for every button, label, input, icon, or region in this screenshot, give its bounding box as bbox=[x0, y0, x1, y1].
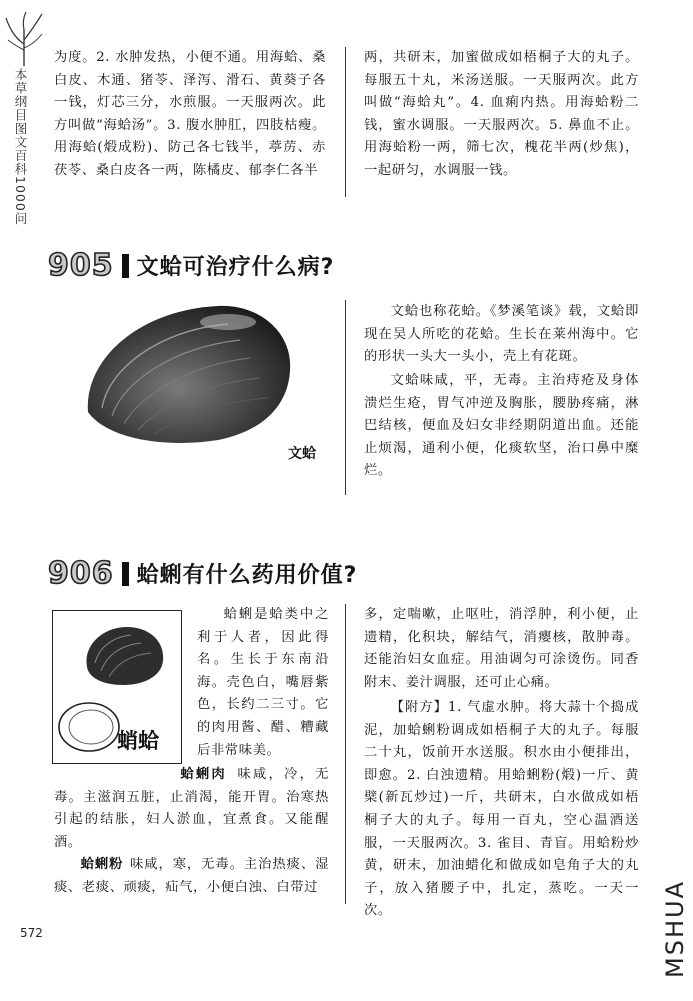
meat-label: 蛤蜊肉 bbox=[180, 767, 227, 782]
heading-bar bbox=[122, 562, 129, 586]
clam-image bbox=[78, 300, 298, 448]
top-left-paragraph: 为度。2. 水肿发热，小便不通。用海蛤、桑白皮、木通、猪苓、泽泻、滑石、黄葵子各一钱，灯芯三分，水煎服。一天服两次。此方叫做“海蛤汤”。3. 腹水肿肛，四肢枯瘦。用海蛤(煅成粉)、防己各七钱半，葶苈、赤茯苓、桑白皮各一两，陈橘皮、郁李仁各半 bbox=[54, 50, 326, 178]
page-number: 572 bbox=[20, 926, 43, 940]
plant-logo-icon bbox=[2, 10, 46, 66]
question-number: 905 bbox=[48, 248, 114, 283]
question-number: 906 bbox=[48, 556, 114, 591]
heading-bar bbox=[122, 254, 129, 278]
clam-figure-frame bbox=[52, 610, 182, 764]
q906-right-paragraph-1: 多，定喘嗽，止呕吐，消浮肿，利小便，止遗精，化积块，解结气，消瘿核，散肿毒。还能治妇女血症。用油调匀可涂烫伤。同香附末、姜汁调服，还可止心痛。 bbox=[364, 607, 639, 690]
q905-paragraph-2: 文蛤味咸，平，无毒。主治痔疮及身体溃烂生疮，胃气冲逆及胸胀，腰胁疼痛，淋巴结核，便血及妇女非经期阴道出血。还能止烦渴，通利小便，化痰软坚，治口鼻中糜烂。 bbox=[364, 373, 639, 479]
image-caption: 文蛤 bbox=[288, 446, 316, 462]
watermark: MSHUA bbox=[661, 880, 689, 978]
question-title: 蛤蜊有什么药用价值? bbox=[136, 563, 358, 588]
q906-formulas-paragraph: 【附方】1. 气虚水肿。将大蒜十个捣成泥，加蛤蜊粉调成如梧桐子大的丸子。每服二十丸，饭前开水送服。积水由小便排出，即愈。2. 白浊遗精。用蛤蜊粉(煅)一斤、黄檗(新瓦炒过)一斤，共研末，白水做成如梧桐子大的丸子。每用一百丸，空心温酒送服，一天服两次。3. 雀目、青盲。用蛤粉炒黄，研末，加油蜡化和做成如皂角子大的丸子，放入猪腰子中，扎定，蒸吃。一天一次。 bbox=[364, 700, 639, 919]
section-906-heading bbox=[48, 556, 357, 591]
powder-text: 味咸，寒，无毒。主治热痰、湿痰、老痰、顽痰，疝气，小便白浊、白带过 bbox=[54, 857, 329, 895]
image-caption: 蛸蛤 bbox=[117, 729, 159, 753]
q906-intro-paragraph: 蛤蜊是蛤类中之利于人者，因此得名。生长于东南沿海。壳色白，嘴唇紫色，长约二三寸。它的肉用酱、醋、糟藏后非常味美。 bbox=[197, 607, 329, 758]
meat-text: 味咸，冷，无毒。主滋润五脏，止消渴，能开胃。治寒热引起的结胀，妇人淤血，宜煮食。又能醒酒。 bbox=[54, 767, 329, 850]
column-divider-top bbox=[345, 47, 346, 197]
section-905-heading bbox=[48, 248, 334, 283]
column-divider-905 bbox=[345, 300, 346, 495]
book-title: 本草纲目图文百科1000问 bbox=[13, 68, 28, 226]
powder-label: 蛤蜊粉 bbox=[80, 857, 124, 872]
question-title: 文蛤可治疗什么病? bbox=[136, 255, 335, 280]
column-divider-906 bbox=[345, 604, 346, 904]
top-right-paragraph: 两，共研末，加蜜做成如梧桐子大的丸子。每服五十丸，米汤送服。一天服两次。此方叫做“海蛤丸”。4. 血痢内热。用海蛤粉二钱，蜜水调服。一天服两次。5. 鼻血不止。用海蛤粉一两，筛七次，槐花半两(炒焦)，一起研匀，水调服一钱。 bbox=[364, 50, 639, 178]
q906-powder-paragraph bbox=[54, 854, 329, 899]
q906-meat-paragraph bbox=[54, 764, 329, 854]
q905-paragraph-1: 文蛤也称花蛤。《梦溪笔谈》载，文蛤即现在吴人所吃的花蛤。生长在莱州海中。它的形状一头大一头小，壳上有花斑。 bbox=[364, 304, 639, 365]
